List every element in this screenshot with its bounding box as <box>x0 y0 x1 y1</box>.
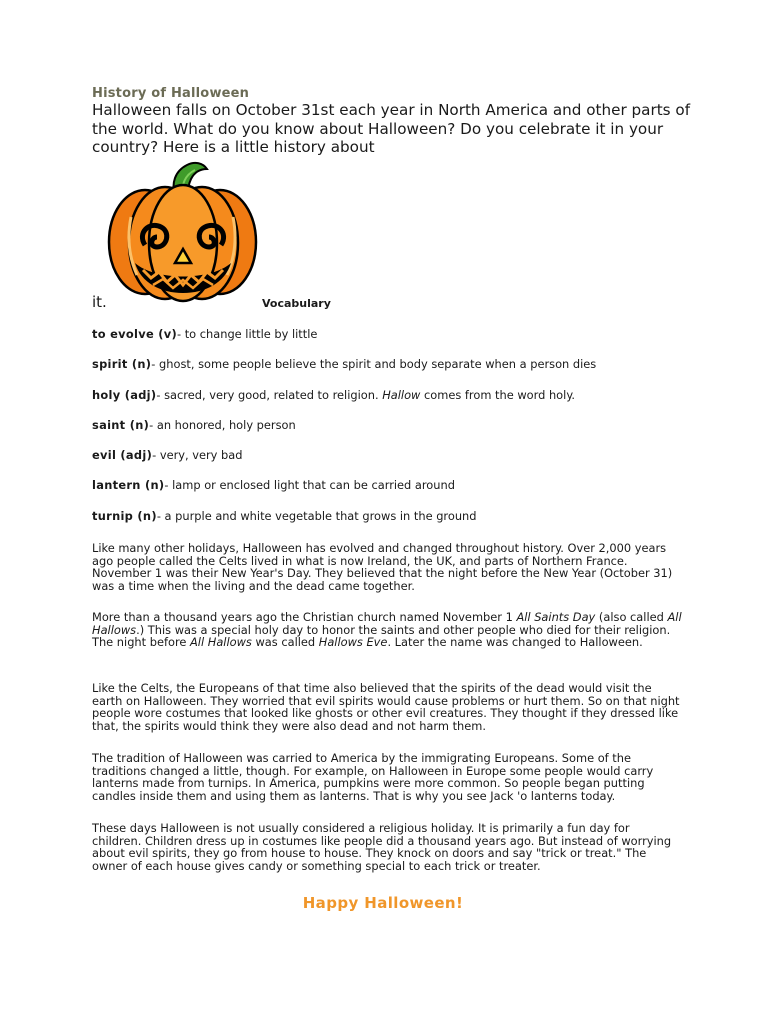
vocabulary-definition-end: comes from the word holy. <box>420 387 576 402</box>
history-paragraph-celts: Like many other holidays, Halloween has evolved and changed throughout history. Over 2,000 years ago people called the Celts lived in what is now Ireland, the UK, and parts of Northern France. November 1 was their New Year's Day. They believed that the night before the New Year (October 31) was a time when the living and the dead came together. <box>92 541 673 593</box>
vocabulary-definition: - to change little by little <box>176 327 318 341</box>
vocabulary-item <box>92 419 712 449</box>
paragraph-emphasis: All Hallows <box>190 635 252 650</box>
vocabulary-item <box>92 358 712 388</box>
vocabulary-definition: - an honored, holy person <box>149 417 296 432</box>
intro-continuation: it. <box>92 293 107 311</box>
vocabulary-definition: - ghost, some people believe the spirit and body separate when a person dies <box>151 357 597 372</box>
vocabulary-term: spirit (n) <box>92 357 152 372</box>
paragraph-emphasis: Hallows Eve <box>318 635 388 650</box>
vocabulary-heading: Vocabulary <box>262 297 331 310</box>
history-paragraph-today: These days Halloween is not usually considered a religious holiday. It is primarily a fun day for children. Children dress up in costumes like people did a thousand years ago. But instead of worrying about evil spirits, they go from house to house. They knock on doors and say "trick or treat." The owner of each house gives candy or something special to each trick or treater. <box>92 821 672 873</box>
vocabulary-term: holy (adj) <box>92 387 157 402</box>
history-paragraph-america: The tradition of Halloween was carried to America by the immigrating Europeans. Some of the traditions changed a little, though. For example, on Halloween in Europe some people would carry lanterns made from turnips. In America, pumpkins were more common. So people began putting candles inside them and using them as lanterns. That is why you see Jack 'o lanterns today. <box>92 751 654 803</box>
paragraph-emphasis: All Hallows <box>92 610 682 637</box>
vocabulary-item <box>92 479 712 509</box>
vocabulary-definition: - lamp or enclosed light that can be carried around <box>164 478 455 493</box>
vocabulary-term: to evolve (v) <box>92 327 177 341</box>
vocabulary-definition: - very, very bad <box>152 448 243 463</box>
jack-o-lantern-icon <box>105 157 260 307</box>
vocabulary-item <box>92 510 712 540</box>
paragraph-text: was called <box>251 635 319 650</box>
vocabulary-definition: - sacred, very good, related to religion. <box>156 387 383 402</box>
vocabulary-list <box>92 328 712 540</box>
vocabulary-item <box>92 328 712 358</box>
history-paragraph-church <box>92 611 682 649</box>
vocabulary-term: saint (n) <box>92 417 150 432</box>
vocabulary-term: turnip (n) <box>92 508 157 523</box>
vocabulary-definition: - a purple and white vegetable that grows in the ground <box>156 508 477 523</box>
closing-greeting <box>0 894 768 912</box>
history-paragraph-europeans: Like the Celts, the Europeans of that time also believed that the spirits of the dead would visit the earth on Halloween. They worried that evil spirits would cause problems or hurt them. So on that night people wore costumes that looked like ghosts or other evil creatures. They thought if they dressed like that, the spirits would think they were also dead and not harm them. <box>92 681 680 733</box>
intro-paragraph: Halloween falls on October 31st each year in North America and other parts of the world. What do you know about Halloween? Do you celebrate it in your country? Here is a little history about <box>92 101 691 156</box>
closing-text: Happy Halloween! <box>302 894 464 912</box>
vocabulary-term: lantern (n) <box>92 478 165 493</box>
paragraph-text: More than a thousand years ago the Christian church named November 1 <box>92 610 517 624</box>
paragraph-emphasis: All Saints Day <box>516 610 596 624</box>
page-title: History of Halloween <box>92 86 250 101</box>
paragraph-text: (also called <box>595 610 668 624</box>
paragraph-text: .) This was a special holy day to honor the saints and other people who died for their religion. The night before <box>92 622 671 650</box>
paragraph-text: . Later the name was changed to Halloween. <box>387 635 643 650</box>
vocabulary-term: evil (adj) <box>92 448 153 463</box>
vocabulary-item <box>92 389 712 419</box>
vocabulary-emphasis: Hallow <box>382 387 421 402</box>
vocabulary-item <box>92 449 712 479</box>
